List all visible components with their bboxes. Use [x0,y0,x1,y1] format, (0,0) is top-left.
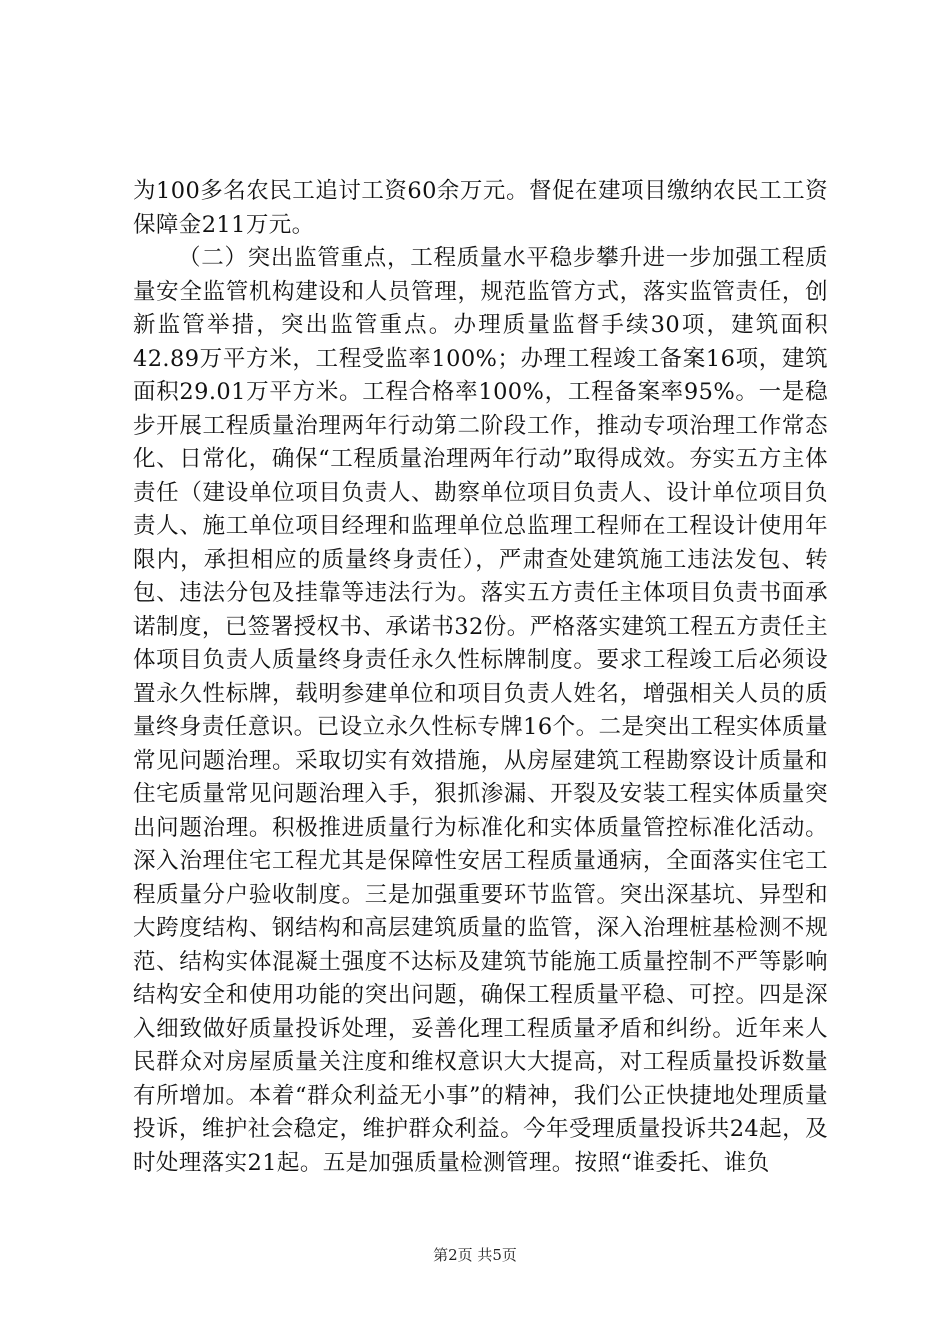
body-text [133,175,828,1180]
paragraph-continuation: 为100多名农民工追讨工资60余万元。督促在建项目缴纳农民工工资保障金211万元。 [133,178,828,238]
paragraph-quality-supervision: （二）突出监管重点，工程质量水平稳步攀升进一步加强工程质量安全监管机构建设和人员管理，规范监管方式，落实监管责任，创新监管举措，突出监管重点。办理质量监督手续30项，建筑面积42.89万平方米，工程受监率100%；办理工程竣工备案16项，建筑面积29.01万平方米。工程合格率100%，工程备案率95%。一是稳步开展工程质量治理两年行动第二阶段工作，推动专项治理工作常态化、日常化，确保“工程质量治理两年行动”取得成效。夯实五方主体责任（建设单位项目负责人、勘察单位项目负责人、设计单位项目负责人、施工单位项目经理和监理单位总监理工程师在工程设计使用年限内，承担相应的质量终身责任），严肃查处建筑施工违法发包、转包、违法分包及挂靠等违法行为。落实五方责任主体项目负责书面承诺制度，已签署授权书、承诺书32份。严格落实建筑工程五方责任主体项目负责人质量终身责任永久性标牌制度。要求工程竣工后必须设置永久性标牌，载明参建单位和项目负责人姓名，增强相关人员的质量终身责任意识。已设立永久性标专牌16个。二是突出工程实体质量常见问题治理。采取切实有效措施，从房屋建筑工程勘察设计质量和住宅质量常见问题治理入手，狠抓渗漏、开裂及安装工程实体质量突出问题治理。积极推进质量行为标准化和实体质量管控标准化活动。深入治理住宅工程尤其是保障性安居工程质量通病，全面落实住宅工程质量分户验收制度。三是加强重要环节监管。突出深基坑、异型和大跨度结构、钢结构和高层建筑质量的监管，深入治理桩基检测不规范、结构实体混凝土强度不达标及建筑节能施工质量控制不严等影响结构安全和使用功能的突出问题，确保工程质量平稳、可控。四是深入细致做好质量投诉处理，妥善化理工程质量矛盾和纠纷。近年来人民群众对房屋质量关注度和维权意识大大提高，对工程质量投诉数量有所增加。本着“群众利益无小事”的精神，我们公正快捷地处理质量投诉，维护社会稳定，维护群众利益。今年受理质量投诉共24起，及时处理落实21起。五是加强质量检测管理。按照“谁委托、谁负 [133,245,828,1176]
page-footer: 第2页 共5页 [433,1246,517,1264]
